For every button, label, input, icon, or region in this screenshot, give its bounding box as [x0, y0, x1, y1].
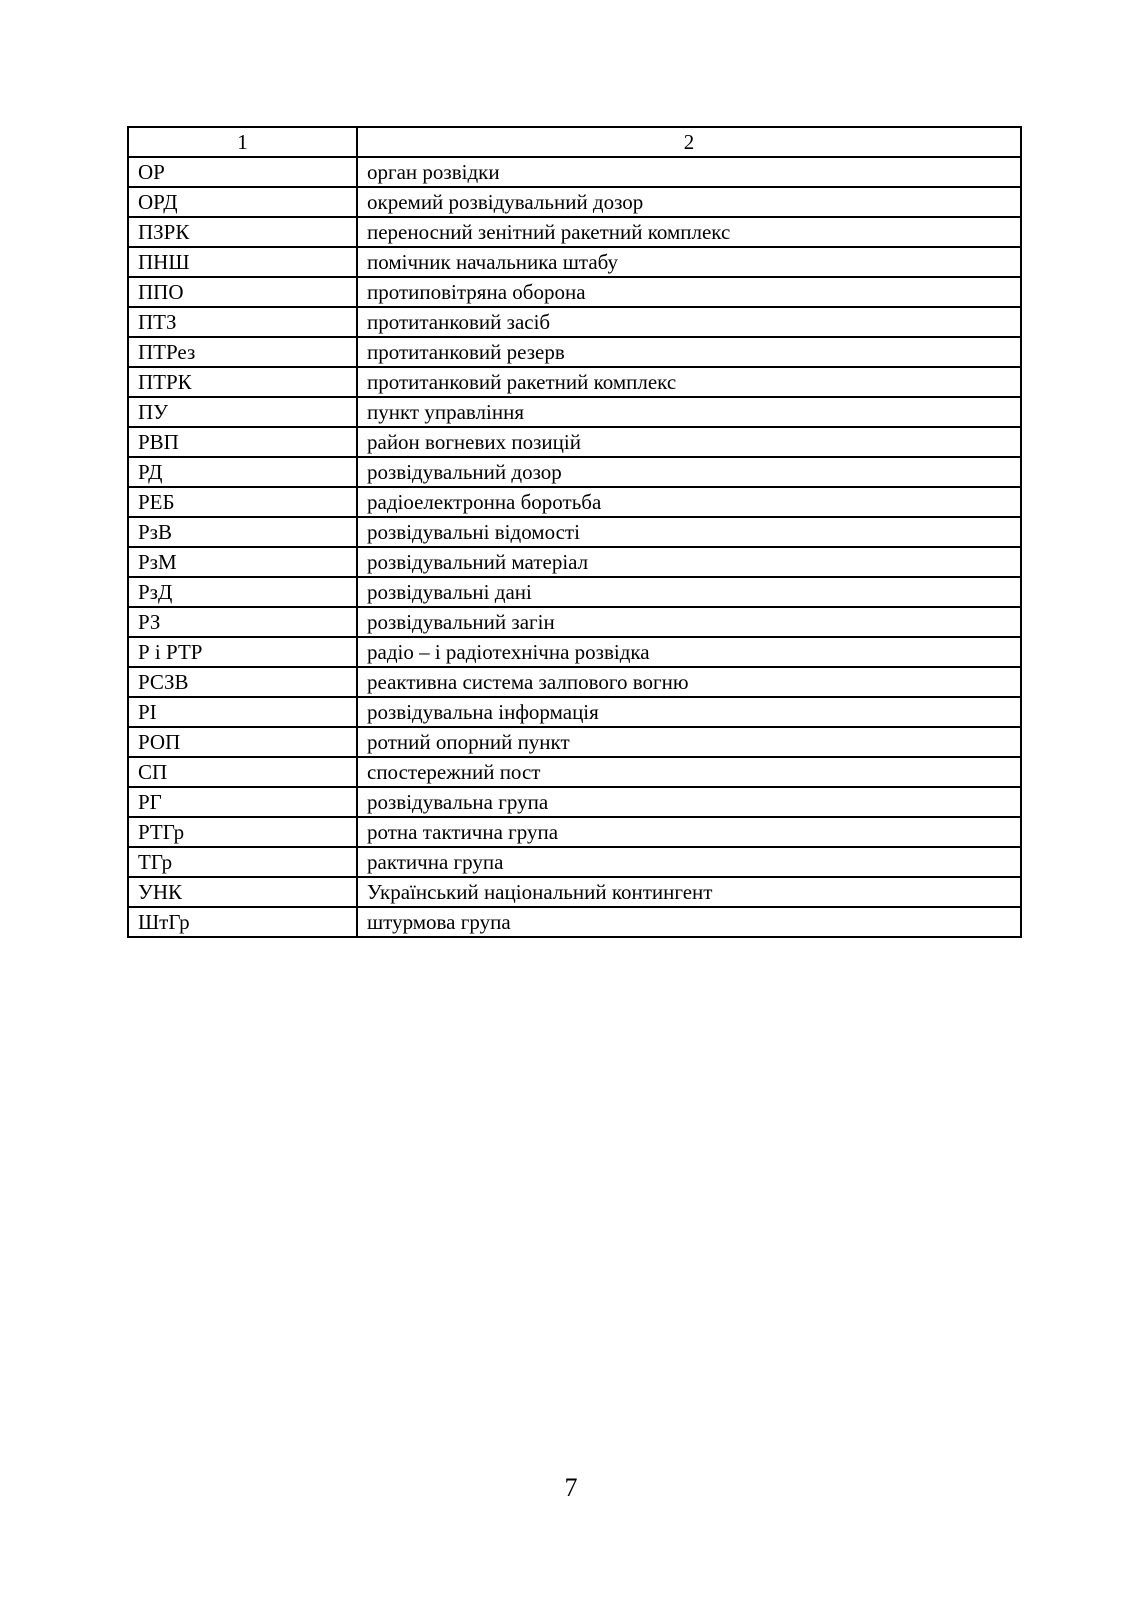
abbreviation-cell: ОР	[128, 157, 357, 187]
page-number: 7	[564, 1473, 578, 1502]
definition-cell: розвідувальний дозор	[357, 457, 1021, 487]
table-row	[128, 727, 1021, 757]
abbreviation-cell: ШтГр	[128, 907, 357, 937]
definition-cell: розвідувальний матеріал	[357, 547, 1021, 577]
abbreviation-cell: ПУ	[128, 397, 357, 427]
abbreviation-cell: ПТРК	[128, 367, 357, 397]
abbreviations-table	[127, 126, 1022, 938]
abbreviation-cell: ТГр	[128, 847, 357, 877]
definition-cell: протитанковий засіб	[357, 307, 1021, 337]
table-row	[128, 517, 1021, 547]
table-row	[128, 157, 1021, 187]
table-row	[128, 877, 1021, 907]
table-row	[128, 667, 1021, 697]
definition-cell: реактивна система залпового вогню	[357, 667, 1021, 697]
table-row	[128, 757, 1021, 787]
abbreviation-cell: РзД	[128, 577, 357, 607]
definition-cell: пункт управління	[357, 397, 1021, 427]
table-row	[128, 457, 1021, 487]
definition-cell: радіо – і радіотехнічна розвідка	[357, 637, 1021, 667]
definition-cell: рактична група	[357, 847, 1021, 877]
table-row	[128, 577, 1021, 607]
table-row	[128, 607, 1021, 637]
definition-cell: протитанковий резерв	[357, 337, 1021, 367]
column-header-definition: 2	[357, 127, 1021, 157]
definition-cell: Український національний контингент	[357, 877, 1021, 907]
table-row	[128, 307, 1021, 337]
table-row	[128, 487, 1021, 517]
abbreviation-cell: ПНШ	[128, 247, 357, 277]
table-row	[128, 787, 1021, 817]
definition-cell: розвідувальна інформація	[357, 697, 1021, 727]
definition-cell: протитанковий ракетний комплекс	[357, 367, 1021, 397]
table-row	[128, 247, 1021, 277]
table-row	[128, 397, 1021, 427]
table-row	[128, 847, 1021, 877]
abbreviation-cell: РЗ	[128, 607, 357, 637]
abbreviation-cell: РІ	[128, 697, 357, 727]
table-row	[128, 817, 1021, 847]
definition-cell: протиповітряна оборона	[357, 277, 1021, 307]
abbreviation-cell: РЕБ	[128, 487, 357, 517]
abbreviation-cell: РТГр	[128, 817, 357, 847]
table-row	[128, 337, 1021, 367]
abbreviation-cell: РОП	[128, 727, 357, 757]
table-header-row	[128, 127, 1021, 157]
definition-cell: штурмова група	[357, 907, 1021, 937]
table-row	[128, 187, 1021, 217]
abbreviation-cell: ПЗРК	[128, 217, 357, 247]
abbreviation-cell: ОРД	[128, 187, 357, 217]
abbreviation-cell: Р і РТР	[128, 637, 357, 667]
definition-cell: ротна тактична група	[357, 817, 1021, 847]
abbreviation-cell: РСЗВ	[128, 667, 357, 697]
abbreviation-cell: РзВ	[128, 517, 357, 547]
definition-cell: переносний зенітний ракетний комплекс	[357, 217, 1021, 247]
definition-cell: розвідувальна група	[357, 787, 1021, 817]
definition-cell: окремий розвідувальний дозор	[357, 187, 1021, 217]
definition-cell: помічник начальника штабу	[357, 247, 1021, 277]
abbreviation-cell: РД	[128, 457, 357, 487]
table-row	[128, 697, 1021, 727]
table-row	[128, 907, 1021, 937]
abbreviation-cell: РГ	[128, 787, 357, 817]
definition-cell: ротний опорний пункт	[357, 727, 1021, 757]
table-row	[128, 547, 1021, 577]
abbreviation-cell: РВП	[128, 427, 357, 457]
table-row	[128, 367, 1021, 397]
definition-cell: радіоелектронна боротьба	[357, 487, 1021, 517]
definition-cell: район вогневих позицій	[357, 427, 1021, 457]
abbreviation-cell: СП	[128, 757, 357, 787]
table-row	[128, 277, 1021, 307]
definition-cell: розвідувальні дані	[357, 577, 1021, 607]
abbreviation-cell: ППО	[128, 277, 357, 307]
abbreviation-cell: РзМ	[128, 547, 357, 577]
table-row	[128, 217, 1021, 247]
definition-cell: спостережний пост	[357, 757, 1021, 787]
table-row	[128, 427, 1021, 457]
definition-cell: розвідувальний загін	[357, 607, 1021, 637]
abbreviation-cell: ПТЗ	[128, 307, 357, 337]
column-header-abbreviation: 1	[128, 127, 357, 157]
definition-cell: орган розвідки	[357, 157, 1021, 187]
abbreviation-cell: ПТРез	[128, 337, 357, 367]
abbreviation-cell: УНК	[128, 877, 357, 907]
table-row	[128, 637, 1021, 667]
definition-cell: розвідувальні відомості	[357, 517, 1021, 547]
